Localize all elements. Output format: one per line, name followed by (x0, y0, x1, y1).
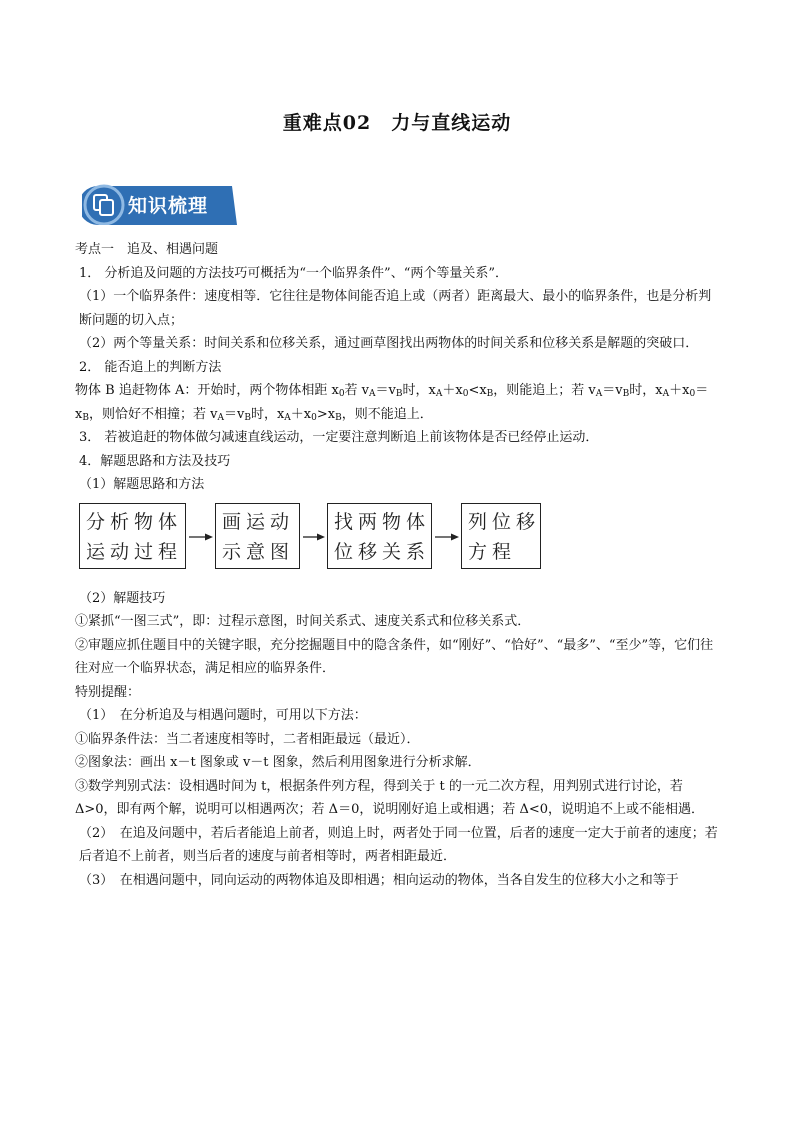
paragraph-4: 4．解题思路和方法及技巧 (79, 453, 231, 469)
tip-2: （2） 在追及问题中，若后者能追上前者，则追上时，两者处于同一位置，后者的速度一定大于前者的速度；若后者追不上前者，则当后者的速度与前者相等时，两者相距最近． (79, 825, 718, 864)
tip-3: （3） 在相遇问题中，同向运动的两物体追及即相遇；相向运动的物体，当各自发生的位移大小之和等于 (79, 872, 679, 888)
point-heading: 考点一 追及、相遇问题 (75, 242, 219, 257)
tip-heading: 特别提醒： (75, 684, 141, 700)
paragraph-1a: （1）一个临界条件：速度相等．它往往是物体间能否追上或（两者）距离最大、最小的临界条件，也是分析判断问题的切入点； (79, 289, 712, 328)
method-3: ③数学判别式法：设相遇时间为 t，根据条件列方程，得到关于 t 的一元二次方程，用判别式进行讨论，若Δ>0，即有两个解，说明可以相遇两次；若 Δ＝0，说明刚好追上或相遇；若 Δ<0，说明追不上或不能相遇． (75, 778, 705, 817)
arrow-right-icon (189, 533, 213, 541)
paragraph-1: 1． 分析追及问题的方法技巧可概括为“一个临界条件”、“两个等量关系”． (79, 265, 508, 281)
method-1: ①临界条件法：当二者速度相等时，二者相距最远（最近）． (75, 731, 420, 747)
technique-2: ②审题应抓住题目中的关键字眼，充分挖掘题目中的隐含条件，如“刚好”、“恰好”、“最多”、“至少”等，它们往往对应一个临界状态，满足相应的临界条件． (75, 637, 714, 676)
paragraph-4b: （2）解题技巧 (79, 590, 166, 606)
technique-1: ①紧抓“一图三式”，即：过程示意图，时间关系式、速度关系式和位移关系式． (75, 614, 531, 629)
arrow-right-icon (303, 533, 325, 541)
flow-box-3: 找两物体 位移关系 (327, 503, 432, 569)
badge-label: 知识梳理 (128, 195, 209, 217)
method-2: ②图象法：画出 x－t 图象或 v－t 图象，然后利用图象进行分析求解． (75, 755, 481, 770)
flow-box-2: 画运动 示意图 (215, 503, 300, 569)
paragraph-1b: （2）两个等量关系：时间关系和位移关系，通过画草图找出两物体的时间关系和位移关系是解题的突破口． (79, 336, 699, 351)
content (75, 238, 720, 892)
solution-flowchart (79, 503, 720, 581)
paragraph-3: 3． 若被追赶的物体做匀减速直线运动，一定要注意判断追上前该物体是否已经停止运动． (79, 430, 599, 445)
flow-box-1: 分析物体 运动过程 (79, 503, 186, 569)
flow-box-4: 列位移 方程 (461, 503, 541, 569)
paragraph-2: 2． 能否追上的判断方法 (79, 359, 222, 375)
paragraph-4a: （1）解题思路和方法 (79, 477, 205, 492)
paragraph-2-text: 物体 B 追赶物体 A：开始时，两个物体相距 $x_0$若 $v_A=v_B$时，$x_A+x_0<x_B$，则能追上；若 $v_A=v_B$时，$x_A+x_0=x_B$，则恰好不相撞；若 $v_A=v_B$时，$x_A+x_0>x_B$，则不能追上． (75, 383, 709, 423)
arrow-right-icon (435, 533, 459, 541)
page-title: 重难点02 力与直线运动 (282, 112, 512, 134)
tip-1: （1） 在分析追及与相遇问题时，可用以下方法： (79, 708, 367, 723)
